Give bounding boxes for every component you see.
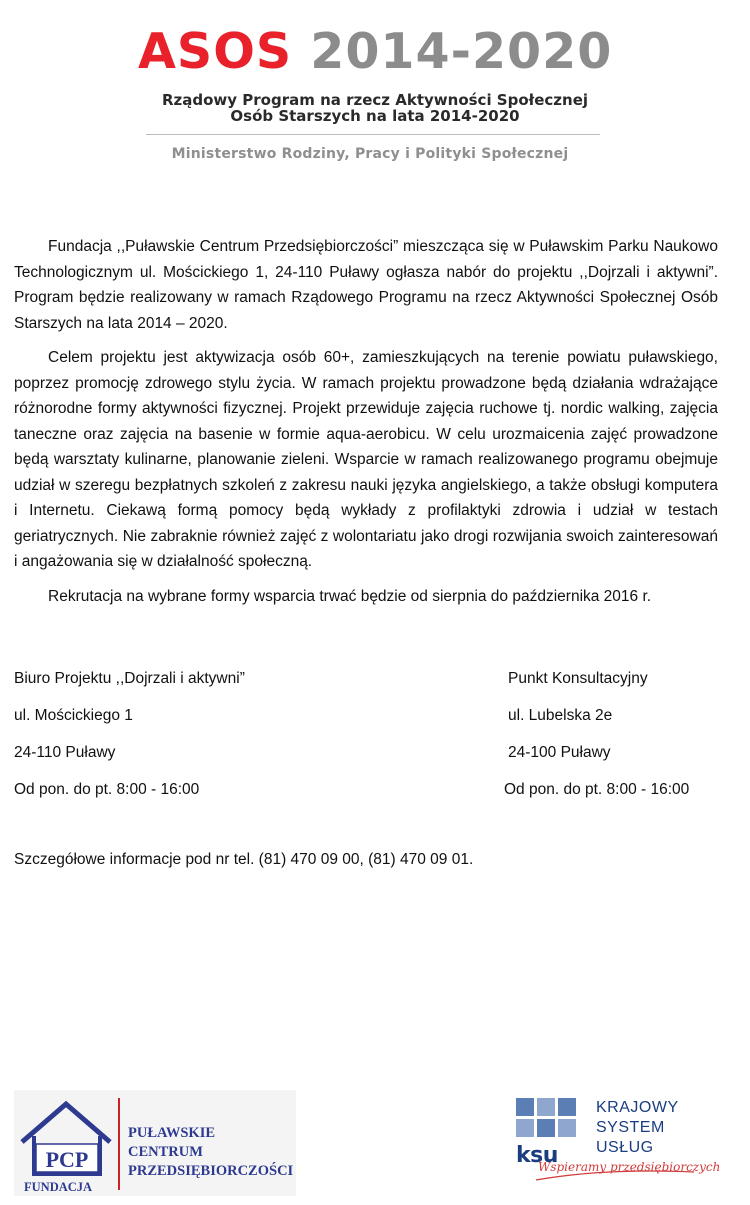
ksu-name-line3: USŁUG (596, 1139, 654, 1156)
ksu-name-line1: KRAJOWY (596, 1099, 679, 1116)
pcp-divider (118, 1098, 120, 1190)
ksu-abbr: ksu (516, 1143, 558, 1168)
paragraph-goals: Celem projektu jest aktywizacja osób 60+, zamieszkujących na terenie powiatu puławskiego, poprzez promocję zdrowego stylu życia. W ramach projektu prowadzone będą działania wdrażające różnorodne formy aktywności fizycznej. Projekt przewiduje zajęcia ruchowe tj. nordic walking, zajęcia taneczne oraz zajęcia na basenie w formie aqua-aerobicu. W celu urozmaicenia zajęć prowadzone będą warsztaty kulinarne, planowanie zieleni. Wsparcie w ramach realizowanego programu obejmuje udział w szeregu bezpłatnych szkoleń z zakresu nauki języka angielskiego, a także obsługi komputera i Internetu. Ciekawą formą pomocy będą wykłady z profilaktyki zdrowia i udział w testach geriatrycznych. Nie zabraknie również zajęć z wolontariatu jako drogi rozwijania swoich zainteresowań i angażowania się w działalność społeczną. (14, 349, 718, 570)
ksu-name (596, 1098, 679, 1158)
consultation-point-address (504, 660, 690, 808)
paragraph-recruitment: Rekrutacja na wybrane formy wsparcia trwać będzie od sierpnia do października 2016 r. (48, 587, 652, 605)
pcp-name (128, 1124, 293, 1181)
ksu-name-line2: SYSTEM (596, 1119, 665, 1136)
consultation-street: ul. Lubelska 2e (508, 707, 613, 724)
paragraph-intro: Fundacja ,,Puławskie Centrum Przedsiębiorczości” mieszcząca się w Puławskim Parku Naukowo Technologicznym ul. Mościckiego 1, 24-110 Puławy ogłasza nabór do projektu ,,Dojrzali i aktywni”. Program będzie realizowany w ramach Rządowego Programu na rzecz Aktywności Społecznej Osób Starszych na lata 2014 – 2020. (14, 238, 718, 332)
consultation-hours: Od pon. do pt. 8:00 - 16:00 (504, 781, 690, 798)
office-street: ul. Mościckiego 1 (14, 707, 133, 724)
pcp-name-line3: PRZEDSIĘBIORCZOŚCI (128, 1163, 294, 1179)
asos-logo (138, 22, 618, 82)
ministry-name: Ministerstwo Rodziny, Pracy i Polityki Społecznej (171, 146, 569, 162)
header-divider (146, 134, 600, 135)
contact-phone-info: Szczegółowe informacje pod nr tel. (81) 470 09 00, (81) 470 09 01. (14, 851, 474, 868)
ksu-tagline: Wspieramy przedsiębiorczych (538, 1160, 721, 1174)
consultation-name: Punkt Konsultacyjny (508, 670, 648, 687)
office-city: 24-110 Puławy (14, 744, 116, 761)
pcp-fundacja-label: FUNDACJA (24, 1180, 93, 1194)
project-office-address (14, 660, 245, 808)
program-title-line1: Rządowy Program na rzecz Aktywności Społecznej (161, 91, 589, 109)
pcp-name-line2: CENTRUM (128, 1144, 203, 1160)
pcp-abbr: PCP (45, 1147, 89, 1172)
pcp-name-line1: PUŁAWSKIE (128, 1125, 216, 1141)
announcement-body (14, 234, 718, 618)
asos-years: 2014-2020 (310, 23, 613, 80)
office-name: Biuro Projektu ,,Dojrzali i aktywni” (14, 670, 245, 687)
office-hours: Od pon. do pt. 8:00 - 16:00 (14, 781, 200, 798)
consultation-city: 24-100 Puławy (508, 744, 611, 761)
asos-word: ASOS (138, 23, 293, 80)
program-title-line2: Osób Starszych na lata 2014-2020 (230, 107, 520, 125)
asos-header (0, 0, 750, 180)
